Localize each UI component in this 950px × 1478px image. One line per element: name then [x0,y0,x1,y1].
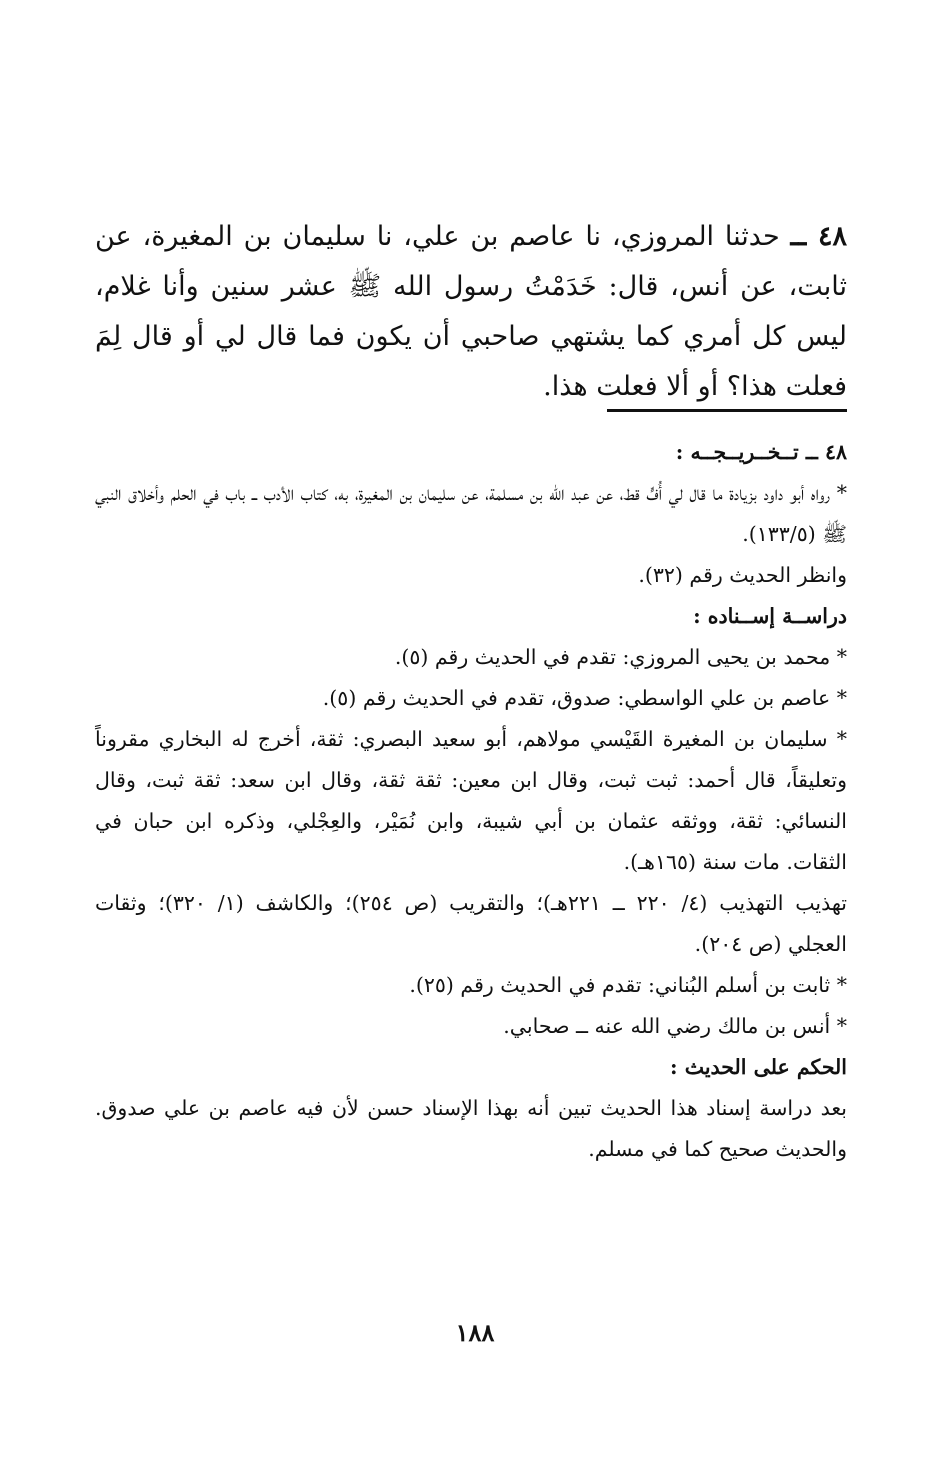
hukm-text: بعد دراسة إسناد هذا الحديث تبين أنه بهذا الإسناد حسن لأن فيه عاصم بن علي صدوق. والحديث صحيح كما في مسلم. [95,1096,847,1161]
takhrij-number: ٤٨ ــ [805,440,847,464]
footnotes-section [95,432,847,1170]
takhrij-heading-line [95,432,847,473]
takhrij-line-2: وانظر الحديث رقم (٣٢). [638,563,847,587]
hadith-text-block [95,212,847,412]
isnad-heading: دراســة إســناده : [693,604,847,628]
hadith-text: حدثنا المروزي، نا عاصم بن علي، نا سليمان بن المغيرة، عن ثابت، عن أنس، قال: خَدَمْتُ رسول الله ﷺ عشر سنين وأنا غلام، ليس كل أمري كما يشتهي صاحبي أن يكون فما قال لي أو قال لِمَ فعلت هذا؟ أو ألا فعلت هذا. [95,221,847,402]
footnote-separator [607,409,847,412]
isnad-item: * سليمان بن المغيرة القَيْسي مولاهم، أبو سعيد البصري: ثقة، أخرج له البخاري مقروناً وتعليقاً، قال أحمد: ثبت ثبت، وقال ابن معين: ثقة ثقة، وقال ابن سعد: ثقة ثبت، وقال النسائي: ثقة، ووثقه عثمان بن أبي شيبة، وابن نُمَيْر، والعِجْلي، وذكره ابن حبان في الثقات. مات سنة (١٦٥هـ). [95,727,847,874]
hadith-number: ٤٨ ــ [790,221,847,252]
isnad-item: * ثابت بن أسلم البُناني: تقدم في الحديث رقم (٢٥). [409,973,847,997]
isnad-item: * أنس بن مالك رضي الله عنه ــ صحابي. [503,1014,847,1038]
isnad-item: * محمد بن يحيى المروزي: تقدم في الحديث رقم (٥). [394,645,847,669]
isnad-item: * عاصم بن علي الواسطي: صدوق، تقدم في الحديث رقم (٥). [322,686,847,710]
takhrij-line-1: * رواه أبو داود بزيادة ما قال لي أُفٍّ قط، عن عبد الله بن مسلمة، عن سليمان بن المغيرة، به، كتاب الأدب ــ باب في الحلم وأخلاق النبي ﷺ (١٣٣/٥). [95,481,847,546]
hukm-heading: الحكم على الحديث : [670,1055,847,1079]
book-page [95,0,847,1478]
takhrij-heading: تــخــريــجــه : [675,440,799,464]
isnad-references: تهذيب التهذيب (٤/ ٢٢٠ ــ ٢٢١هـ)؛ والتقريب (ص ٢٥٤)؛ والكاشف (١/ ٣٢٠)؛ وثقات العجلي (ص ٢٠٤). [95,891,847,956]
page-number: ١٨٨ [455,1318,495,1347]
